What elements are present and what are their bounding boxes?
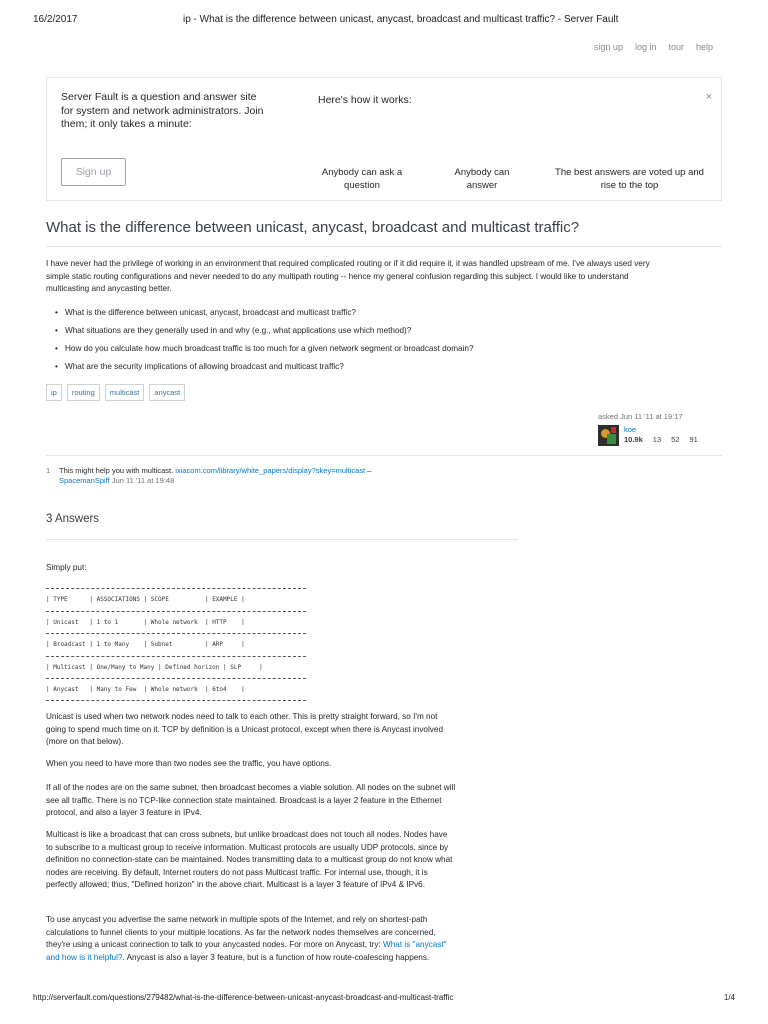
answer-paragraph: Unicast is used when two network nodes need to talk to each other. This is pretty straight forward, so I'm not going to spend much time on it. TCP by definition is a Unicast protocol, except when there is Anycast involved (more on that below). [46,712,444,746]
tag-ip[interactable]: ip [46,384,62,401]
how-it-works-label: Here's how it works: [318,94,412,106]
step-ask: Anybody can ask a question [321,167,403,191]
signup-link[interactable]: sign up [593,42,623,52]
user-name-link[interactable]: koe [624,425,637,434]
step-vote: The best answers are voted up and rise to the top [555,167,704,191]
step-answer: Anybody can answer [454,167,510,191]
tag-multicast[interactable]: multicast [105,384,145,401]
table-row: | Multicast | One/Many to Many | Defined horizon | SLP | [46,656,306,679]
comment-date: Jun 11 '11 at 19:48 [109,476,175,485]
comment-author[interactable]: SpacemanSpiff [59,476,110,485]
answer-paragraph: When you need to have more than two nodes see the traffic, you have options. [46,759,332,768]
anycast-link[interactable]: What is "anycast" and how is it helpful? [46,940,447,962]
login-link[interactable]: log in [634,42,657,52]
list-item: • How do you calculate how much broadcast traffic is too much for a given network segment or broadcast domain? [55,343,474,355]
answer-paragraph: Multicast is like a broadcast that can cross subnets, but unlike broadcast does not touch all nodes. Nodes have to subscribe to a multicast group to receive information. Multicast protocols are usually UDP protocols, since by definition no connection-state can be maintained. Nodes transmitting data to a multicast group do not know what nodes are receiving. By default, Internet routers do not pass Multicast traffic. For internal use, though, it is perfectly allowed; thus, "Defined horizon" in the above chart. Multicast is a layer 3 feature of IPv4 & IPv6. [46,830,453,889]
question-body: I have never had the privilege of working in an environment that required complicated routing or if it did require it, it was handled upstream of me. I've always used very simple static routing configurations and never needed to do any multipath routing -- hence my general confusion regarding this subject. I would like to understand multicasting and anycasting better. [46,259,650,293]
table-row: | Anycast | Many to Few | Whole network | 6to4 | [46,678,306,701]
answer-paragraph: If all of the nodes are on the same subnet, then broadcast becomes a viable solution. All nodes on the subnet will see all traffic. There is no TCP-like connection state maintained. Broadcast is a layer 2 feature in the Ethernet protocol, and also a layer 3 feature in IPv4. [46,783,456,817]
answers-heading: 3 Answers [46,513,518,540]
silver-badges: 52 [671,435,680,444]
close-icon[interactable]: × [705,91,712,103]
print-date: 16/2/2017 [33,14,78,25]
list-item: • What situations are they generally used in and why (e.g., what applications use which method)? [55,325,474,337]
question-title[interactable]: What is the difference between unicast, anycast, broadcast and multicast traffic? [46,219,722,247]
comment-body: This might help you with multicast. [59,466,176,475]
tag-routing[interactable]: routing [67,384,100,401]
list-item: • What is the difference between unicast, anycast, broadcast and multicast traffic? [55,307,474,319]
code-table [46,588,306,701]
comment-divider [46,455,722,456]
footer-page-number: 1/4 [723,993,735,1002]
avatar[interactable] [598,425,619,446]
topbar-links [594,42,713,52]
table-row: | TYPE | ASSOCIATIONS | SCOPE | EXAMPLE | [46,588,306,611]
signup-button[interactable]: Sign up [61,158,126,186]
comment-link[interactable]: ixiacom.com/library/white_papers/display?skey=multicast [175,466,366,475]
welcome-banner [46,77,722,201]
bronze-badges: 91 [689,435,698,444]
banner-intro: Server Fault is a question and answer site for system and network administrators. Join them; it only takes a minute: [61,91,264,130]
list-item: • What are the security implications of allowing broadcast and multicast traffic? [55,361,474,373]
comment-score: 1 [46,466,51,475]
answer-intro: Simply put: [46,563,87,572]
footer-url: http://serverfault.com/questions/279482/what-is-the-difference-between-unicast-anycast-broadcast-and-multicast-traffic [33,993,454,1002]
gold-badges: 13 [652,435,662,444]
user-reputation: 10.9k [624,435,643,444]
print-title: ip - What is the difference between unicast, anycast, broadcast and multicast traffic? - Server Fault [183,14,619,25]
comment-dash: – [365,466,372,475]
comment-text [59,466,459,486]
question-bullets [55,307,474,379]
tag-anycast[interactable]: anycast [149,384,185,401]
help-link[interactable]: help [695,42,713,52]
tag-list [46,384,185,401]
table-row: | Broadcast | 1 to Many | Subnet | ARP | [46,633,306,656]
tour-link[interactable]: tour [668,42,684,52]
asked-timestamp: asked Jun 11 '11 at 19:17 [598,412,683,421]
answer-paragraph: To use anycast you advertise the same network in multiple spots of the Internet, and rely on shortest-path calculations to funnel clients to your multiple locations. As far the network nodes themselves are concerned, they're using a unicast connection to talk to your anycasted nodes. For more on Anycast, try: What is "anycast" and how is it helpful?. Anycast is also a layer 3 feature, but is a function of how route-coalescing happens. [46,915,447,962]
table-row: | Unicast | 1 to 1 | Whole network | HTTP | [46,611,306,634]
user-card [598,425,698,446]
